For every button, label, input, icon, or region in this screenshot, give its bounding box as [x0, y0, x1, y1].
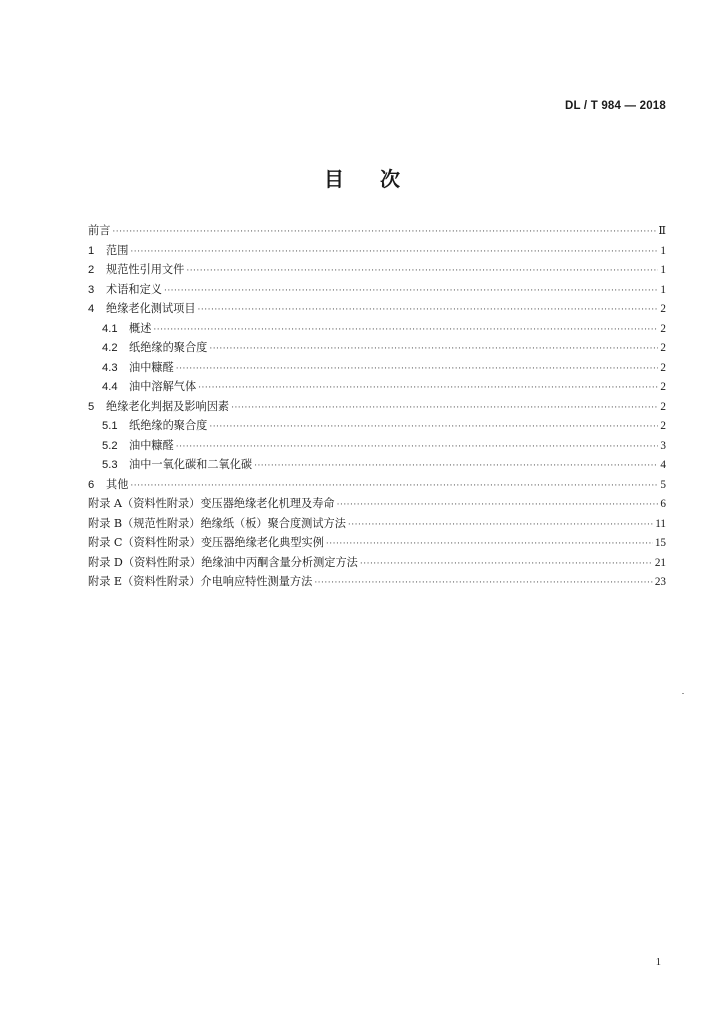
toc-entry-page: 15: [654, 537, 666, 549]
toc-entry-2[interactable]: [88, 261, 666, 281]
leader-dots: [326, 539, 653, 549]
toc-entry-page: 4: [660, 459, 666, 471]
toc-entry-page: 2: [660, 361, 666, 374]
toc-entry-5[interactable]: [88, 398, 666, 418]
toc-entry-4[interactable]: [88, 300, 666, 320]
toc-entry-6[interactable]: [88, 476, 666, 496]
leader-dots: [198, 305, 659, 315]
toc-entry-label: 油中糠醛: [129, 438, 174, 452]
leader-dots: [209, 422, 658, 432]
toc-entry-label: 油中溶解气体: [129, 380, 197, 393]
leader-dots: [209, 344, 658, 354]
leader-dots: [176, 442, 659, 452]
toc-entry-page: 1: [660, 244, 666, 257]
leader-dots: [348, 520, 653, 530]
toc-entry-number: 4.4: [102, 381, 118, 393]
toc-entry-4-2[interactable]: [88, 339, 666, 359]
toc-entry-label: 概述: [129, 321, 152, 335]
toc-entry-page: 2: [660, 381, 666, 393]
toc-entry-page: 1: [660, 264, 666, 276]
toc-entry-label: 油中糠醛: [129, 360, 174, 374]
toc-entry-page: 11: [655, 517, 666, 530]
toc-entry-number: 5.2: [102, 439, 118, 452]
toc-entry-4-1[interactable]: [88, 320, 666, 340]
toc-entry-number: 2: [88, 264, 95, 276]
leader-dots: [130, 247, 658, 257]
page-title-char-1: 目: [324, 167, 344, 191]
toc-entry-3[interactable]: [88, 281, 666, 301]
toc-entry-page: 21: [654, 556, 666, 569]
toc-entry-page: 23: [654, 576, 666, 588]
toc-entry-label: 规范性引用文件: [106, 263, 185, 276]
toc-entry-label: 前言: [88, 224, 111, 237]
toc-entry-5-2[interactable]: [88, 437, 666, 457]
toc-annex-designation: 附录 E（资料性附录）: [88, 575, 201, 588]
toc-entry-label: 绝缘老化判据及影响因素: [106, 399, 230, 413]
toc-entry-label: 变压器绝缘老化典型实例: [200, 536, 324, 549]
table-of-contents: [88, 222, 666, 593]
leader-dots: [337, 500, 659, 510]
toc-entry-number: 4.1: [102, 322, 118, 335]
toc-entry-annex-c[interactable]: [88, 534, 666, 554]
page-title-char-2: 次: [380, 167, 400, 191]
toc-entry-page: 6: [660, 498, 666, 510]
toc-entry-number: 5.1: [102, 420, 118, 432]
toc-entry-label: 绝缘纸（板）聚合度测试方法: [200, 516, 346, 530]
toc-entry-label: 纸绝缘的聚合度: [129, 419, 208, 432]
toc-entry-page: Ⅱ: [658, 225, 666, 237]
toc-entry-number: 1: [88, 244, 95, 257]
toc-entry-number: 6: [88, 478, 95, 491]
toc-entry-label: 范围: [106, 243, 129, 257]
page-number: 1: [655, 957, 661, 968]
toc-entry-number: 5.3: [102, 459, 118, 471]
toc-entry-page: 2: [660, 420, 666, 432]
toc-entry-page: 2: [660, 303, 666, 315]
toc-entry-4-4[interactable]: [88, 378, 666, 398]
toc-entry-label: 油中一氧化碳和二氧化碳: [129, 458, 253, 471]
toc-entry-number: 4.3: [102, 361, 118, 374]
scan-speck: [682, 693, 684, 694]
toc-entry-page: 2: [660, 400, 666, 413]
toc-entry-number: 4.2: [102, 342, 118, 354]
toc-entry-label: 介电响应特性测量方法: [200, 575, 313, 588]
leader-dots: [186, 266, 658, 276]
toc-entry-annex-e[interactable]: [88, 573, 666, 593]
toc-entry-5-1[interactable]: [88, 417, 666, 437]
toc-entry-annex-b[interactable]: [88, 515, 666, 535]
leader-dots: [176, 364, 659, 374]
leader-dots: [360, 559, 653, 569]
toc-entry-label: 其他: [106, 477, 129, 491]
toc-entry-number: 3: [88, 283, 95, 296]
standard-code: DL / T 984 — 2018: [565, 100, 666, 112]
toc-entry-number: 4: [88, 303, 95, 315]
toc-entry-label: 纸绝缘的聚合度: [129, 341, 208, 354]
toc-entry-label: 绝缘油中丙酮含量分析测定方法: [201, 555, 358, 569]
toc-entry-label: 术语和定义: [106, 282, 162, 296]
toc-entry-page: 2: [660, 342, 666, 354]
leader-dots: [130, 481, 658, 491]
leader-dots: [153, 325, 658, 335]
toc-annex-designation: 附录 C（资料性附录）: [88, 536, 201, 549]
toc-annex-designation: 附录 D（资料性附录）: [88, 555, 202, 569]
toc-entry-1[interactable]: [88, 242, 666, 262]
leader-dots: [112, 227, 656, 237]
toc-entry-label: 绝缘老化测试项目: [106, 302, 196, 315]
toc-entry-page: 2: [660, 322, 666, 335]
toc-annex-designation: 附录 A（资料性附录）: [88, 497, 201, 510]
toc-entry-preface[interactable]: [88, 222, 666, 242]
page-title: [0, 163, 724, 192]
toc-entry-5-3[interactable]: [88, 456, 666, 476]
toc-entry-page: 5: [660, 478, 666, 491]
toc-entry-4-3[interactable]: [88, 359, 666, 379]
toc-entry-annex-d[interactable]: [88, 554, 666, 574]
toc-entry-page: 3: [660, 439, 666, 452]
toc-entry-annex-a[interactable]: [88, 495, 666, 515]
leader-dots: [164, 286, 658, 296]
toc-annex-designation: 附录 B（规范性附录）: [88, 516, 201, 530]
toc-entry-label: 变压器绝缘老化机理及寿命: [200, 497, 335, 510]
toc-entry-page: 1: [660, 283, 666, 296]
leader-dots: [254, 461, 658, 471]
leader-dots: [314, 578, 653, 588]
leader-dots: [198, 383, 658, 393]
toc-entry-number: 5: [88, 400, 95, 413]
leader-dots: [231, 403, 658, 413]
